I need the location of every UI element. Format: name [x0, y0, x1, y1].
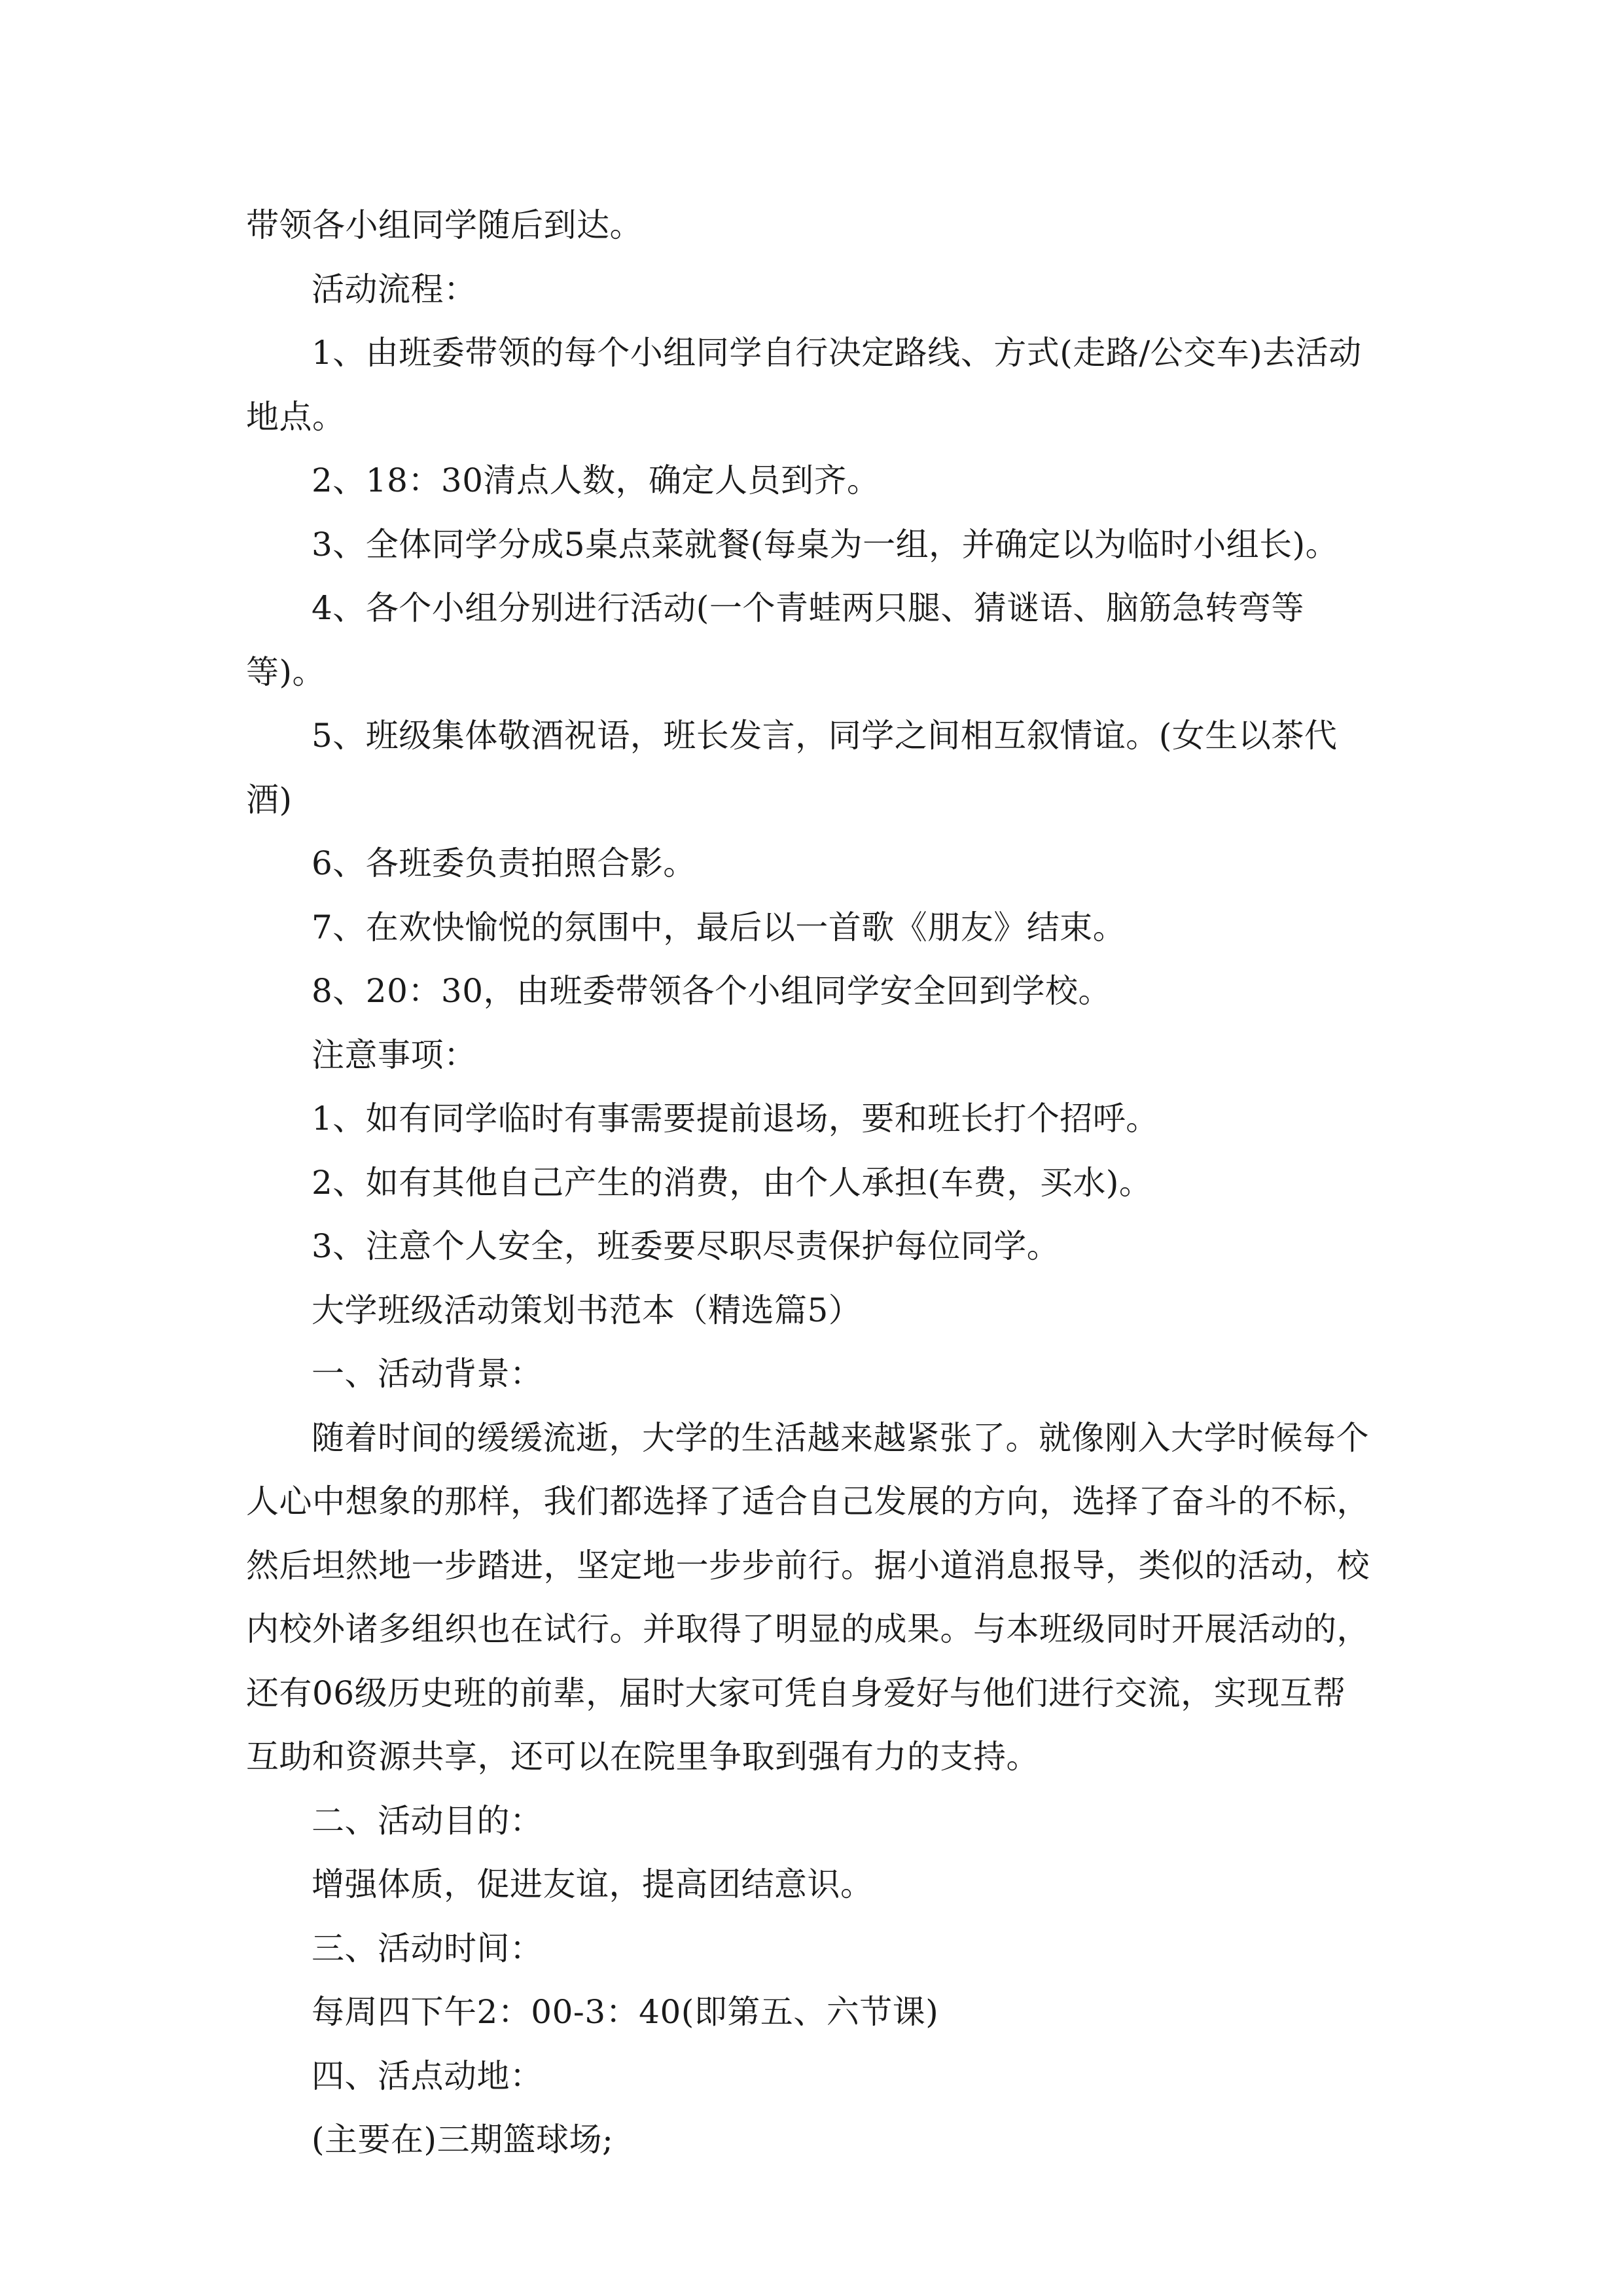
- paragraph-location: (主要在)三期篮球场;: [312, 2121, 614, 2159]
- process-step-7: 7、在欢快愉悦的氛围中，最后以一首歌《朋友》结束。: [312, 908, 1126, 946]
- note-2: 2、如有其他自己产生的消费，由个人承担(车费，买水)。: [312, 1163, 1152, 1202]
- note-3: 3、注意个人安全，班委要尽职尽责保护每位同学。: [312, 1227, 1060, 1265]
- paragraph-arrival: 带领各小组同学随后到达。: [246, 206, 643, 244]
- heading-location: 四、活点动地：: [312, 2056, 543, 2095]
- document-body: [246, 194, 1377, 2172]
- process-step-5: 5、班级集体敬酒祝语，班长发言，同学之间相互叙情谊。(女生以茶代酒): [246, 717, 1338, 819]
- paragraph-purpose: 增强体质，促进友谊，提高团结意识。: [312, 1865, 874, 1903]
- paragraph-background: 随着时间的缓缓流逝，大学的生活越来越紧张了。就像刚入大学时候每个人心中想象的那样，我们都选择了适合自己发展的方向，选择了奋斗的不标，然后坦然地一步踏进，坚定地一步步前行。据小道消息报导，类似的活动，校内校外诸多组织也在试行。并取得了明显的成果。与本班级同时开展活动的，还有06级历史班的前辈，届时大家可凭自身爱好与他们进行交流，实现互帮互助和资源共享，还可以在院里争取到强有力的支持。: [246, 1418, 1370, 1776]
- heading-notes: 注意事项：: [312, 1035, 477, 1074]
- heading-time: 三、活动时间：: [312, 1929, 543, 1967]
- process-step-2: 2、18：30清点人数，确定人员到齐。: [312, 461, 880, 499]
- heading-background: 一、活动背景：: [312, 1355, 543, 1393]
- note-1: 1、如有同学临时有事需要提前退场，要和班长打个招呼。: [312, 1100, 1159, 1138]
- process-step-3: 3、全体同学分成5桌点菜就餐(每桌为一组，并确定以为临时小组长)。: [312, 525, 1339, 564]
- heading-activity-process: 活动流程：: [312, 270, 477, 308]
- process-step-8: 8、20：30，由班委带领各个小组同学安全回到学校。: [312, 972, 1112, 1010]
- heading-purpose: 二、活动目的：: [312, 1801, 543, 1840]
- process-step-6: 6、各班委负责拍照合影。: [312, 844, 696, 882]
- paragraph-time: 每周四下午2：00-3：40(即第五、六节课): [312, 1993, 939, 2031]
- process-step-4: 4、各个小组分别进行活动(一个青蛙两只腿、猜谜语、脑筋急转弯等等)。: [246, 589, 1304, 691]
- section-title: 大学班级活动策划书范本（精选篇5）: [312, 1291, 862, 1329]
- process-step-1: 1、由班委带领的每个小组同学自行决定路线、方式(走路/公交车)去活动地点。: [246, 334, 1362, 436]
